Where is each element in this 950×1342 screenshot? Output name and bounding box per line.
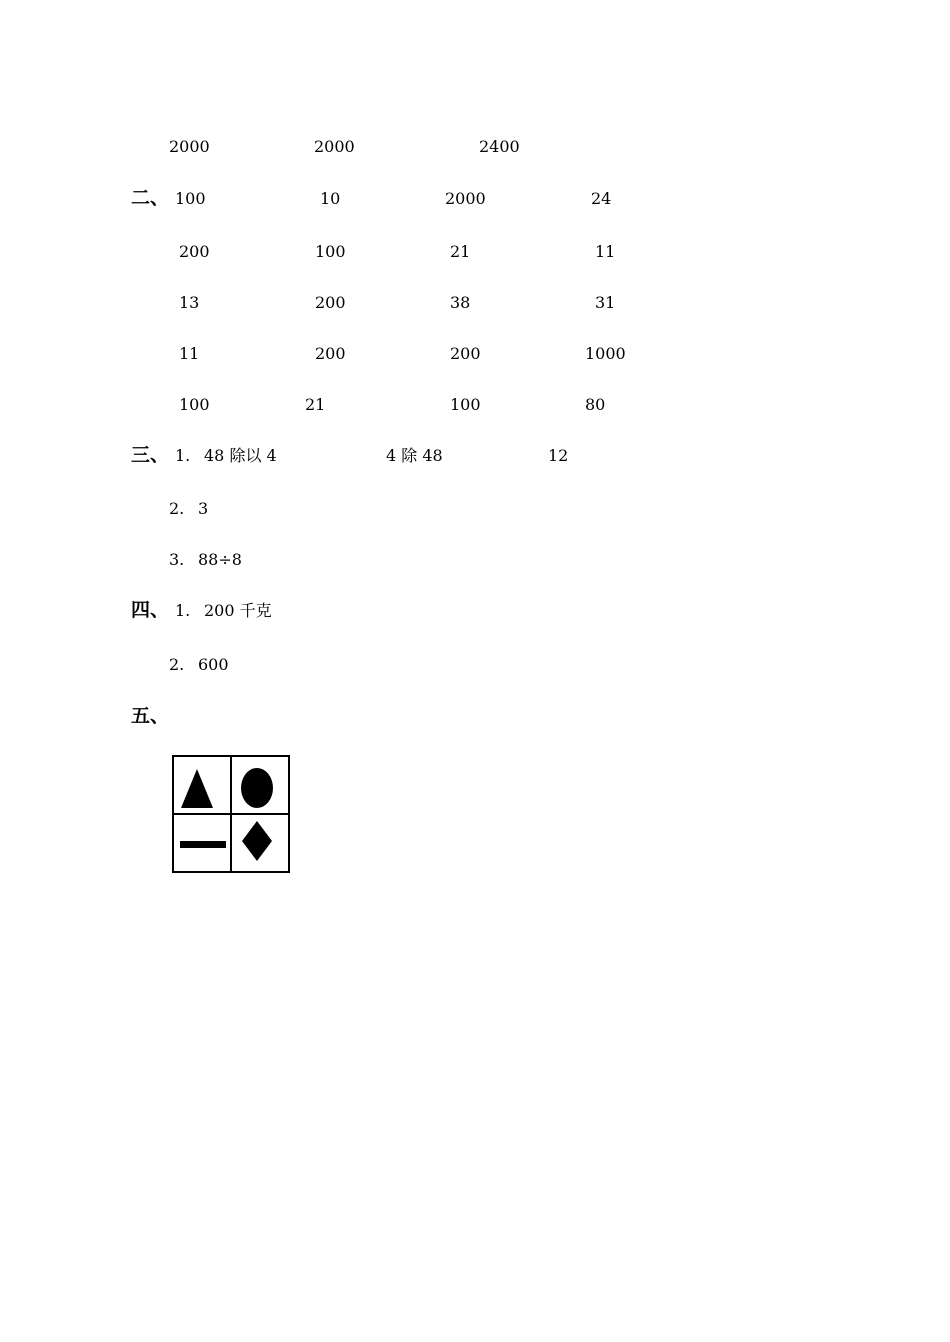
bar-icon <box>180 841 226 848</box>
s2-r2-c1: 200 <box>179 242 210 261</box>
diamond-icon <box>242 821 272 861</box>
s2-r5-c1: 100 <box>179 395 210 414</box>
s3-item2-answer: 3 <box>198 499 209 518</box>
s3-item1-number: 1. <box>175 446 191 465</box>
section-2-label: 二、 <box>131 187 170 209</box>
section-4-label: 四、 <box>131 599 170 621</box>
s2-r4-c1: 11 <box>179 344 200 363</box>
s2-r4-c4: 1000 <box>585 344 626 363</box>
s3-item1-answer-a: 48 除以 4 <box>204 446 277 465</box>
section-5-label: 五、 <box>131 705 170 727</box>
row1-value-3: 2400 <box>479 137 520 156</box>
oval-icon <box>241 768 273 808</box>
section-3-label: 三、 <box>131 444 170 466</box>
s3-item2-number: 2. <box>169 499 185 518</box>
s2-r2-c2: 100 <box>315 242 346 261</box>
s2-r2-c3: 21 <box>450 242 471 261</box>
s2-r4-c3: 200 <box>450 344 481 363</box>
s4-item2-number: 2. <box>169 655 185 674</box>
s2-r1-c4: 24 <box>591 189 612 208</box>
s4-item1-answer: 200 千克 <box>204 601 272 620</box>
s3-item3-answer: 88÷8 <box>198 550 242 569</box>
row1-value-2: 2000 <box>314 137 355 156</box>
s2-r5-c3: 100 <box>450 395 481 414</box>
s3-item1-answer-b: 4 除 48 <box>386 446 443 465</box>
s3-item1-answer-c: 12 <box>548 446 569 465</box>
s2-r4-c2: 200 <box>315 344 346 363</box>
triangle-icon <box>181 769 213 808</box>
s2-r2-c4: 11 <box>595 242 616 261</box>
s2-r5-c2: 21 <box>305 395 326 414</box>
row1-value-1: 2000 <box>169 137 210 156</box>
s2-r3-c4: 31 <box>595 293 616 312</box>
s2-r1-c1: 100 <box>175 189 206 208</box>
s2-r1-c2: 10 <box>320 189 341 208</box>
shape-grid <box>172 755 290 873</box>
s2-r3-c3: 38 <box>450 293 471 312</box>
s4-item1-number: 1. <box>175 601 191 620</box>
s3-item3-number: 3. <box>169 550 185 569</box>
s2-r3-c1: 13 <box>179 293 200 312</box>
s2-r1-c3: 2000 <box>445 189 486 208</box>
s4-item2-answer: 600 <box>198 655 229 674</box>
s2-r5-c4: 80 <box>585 395 606 414</box>
s2-r3-c2: 200 <box>315 293 346 312</box>
